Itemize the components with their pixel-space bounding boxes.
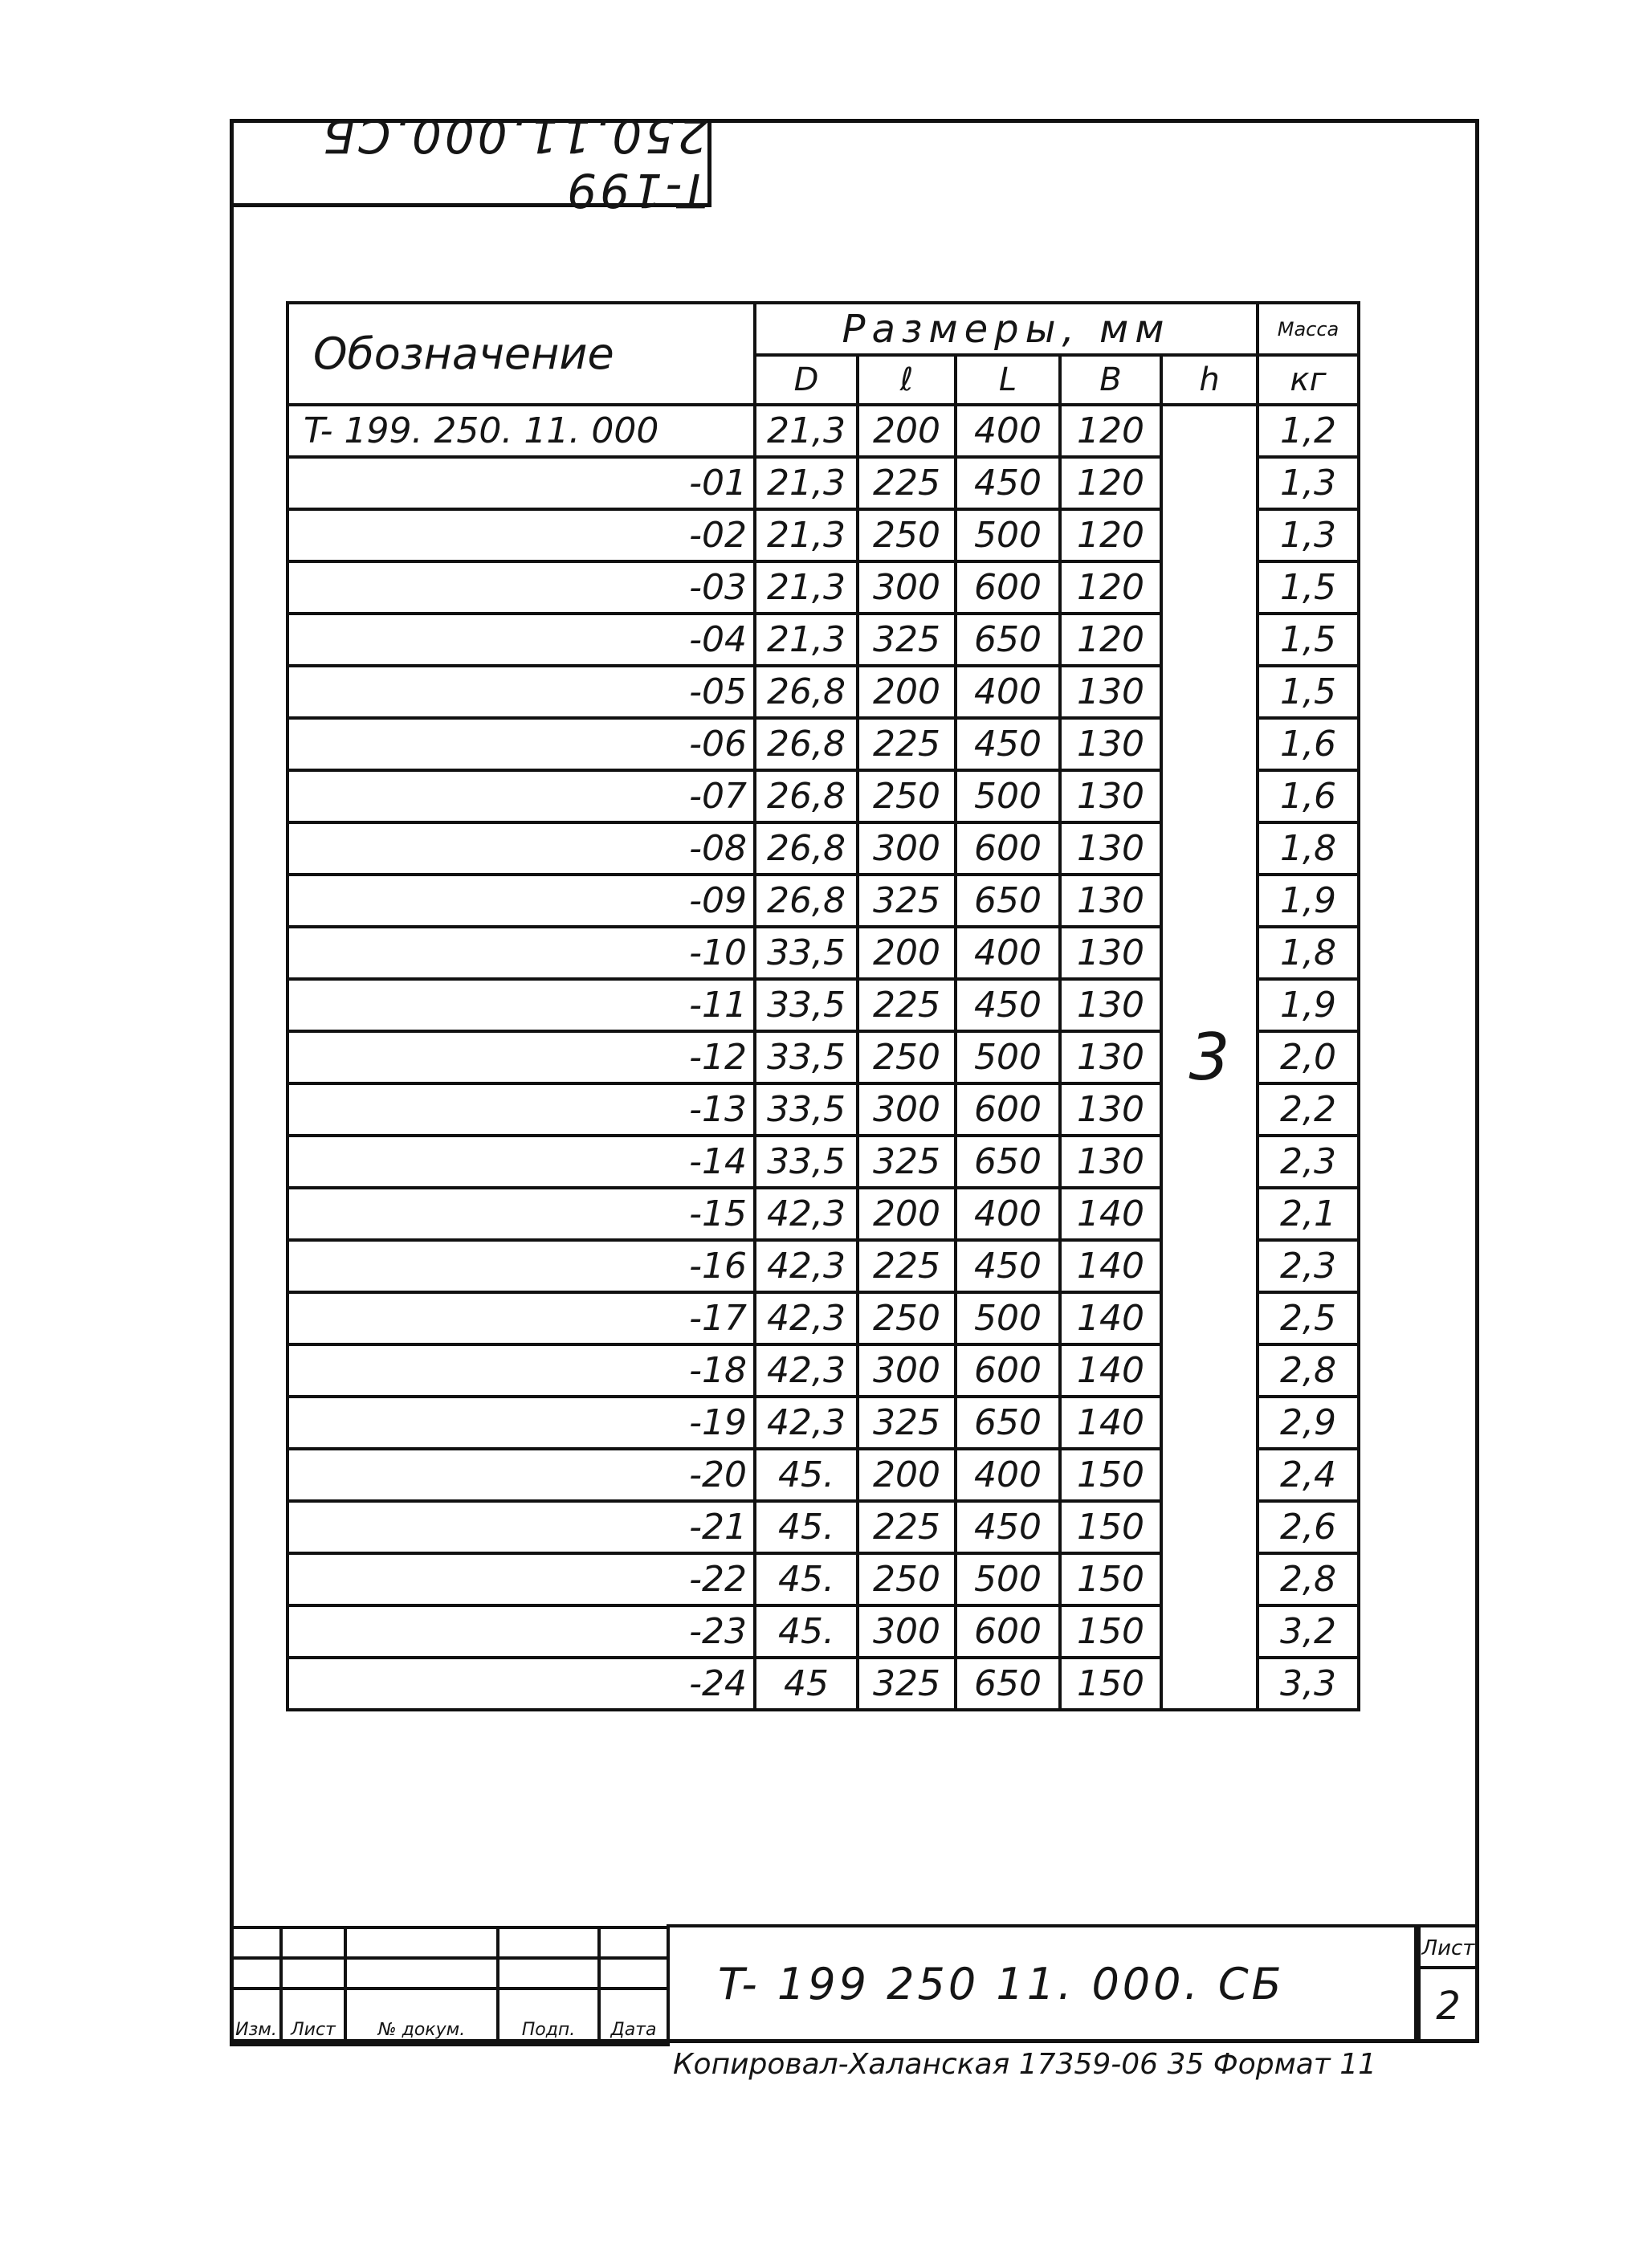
label-sheet: Лист: [281, 1989, 345, 2045]
row-l: 500: [956, 1292, 1060, 1344]
row-designation: -21: [287, 1501, 755, 1553]
row-l-small: 200: [858, 927, 956, 979]
row-designation: -18: [287, 1344, 755, 1397]
row-mass: 1,9: [1258, 875, 1359, 927]
row-b: 120: [1060, 509, 1161, 561]
row-mass: 2,5: [1258, 1292, 1359, 1344]
row-b: 130: [1060, 1136, 1161, 1188]
row-designation: -17: [287, 1292, 755, 1344]
row-b: 130: [1060, 1083, 1161, 1136]
row-b: 130: [1060, 875, 1161, 927]
row-d: 42,3: [755, 1240, 858, 1292]
header-dimensions: Размеры, мм: [755, 303, 1258, 355]
row-b: 150: [1060, 1501, 1161, 1553]
header-col-l-small: ℓ: [858, 355, 956, 405]
sheet-label: Лист: [1421, 1927, 1476, 1969]
revision-labels-row: [231, 1989, 668, 2045]
table-header-row: [287, 303, 1359, 355]
row-b: 120: [1060, 561, 1161, 614]
label-doc-number: № докум.: [345, 1989, 498, 2045]
row-b: 130: [1060, 979, 1161, 1031]
table-row: [287, 405, 1359, 457]
header-col-l: L: [956, 355, 1060, 405]
row-l-small: 300: [858, 1344, 956, 1397]
label-date: Дата: [599, 1989, 668, 2045]
row-l-small: 250: [858, 509, 956, 561]
row-mass: 1,3: [1258, 457, 1359, 509]
row-designation: -11: [287, 979, 755, 1031]
row-l: 400: [956, 666, 1060, 718]
row-b: 120: [1060, 457, 1161, 509]
row-l-small: 250: [858, 770, 956, 822]
row-l: 600: [956, 822, 1060, 875]
sheet-number: 2: [1436, 1984, 1461, 2029]
row-mass: 2,0: [1258, 1031, 1359, 1083]
row-d: 26,8: [755, 875, 858, 927]
row-b: 130: [1060, 666, 1161, 718]
header-designation: Обозначение: [287, 303, 755, 405]
row-l: 450: [956, 979, 1060, 1031]
row-d: 33,5: [755, 927, 858, 979]
row-mass: 1,8: [1258, 822, 1359, 875]
row-l: 600: [956, 1605, 1060, 1658]
revision-row: [231, 1958, 668, 1989]
row-mass: 1,5: [1258, 666, 1359, 718]
row-d: 42,3: [755, 1397, 858, 1449]
row-designation: -13: [287, 1083, 755, 1136]
row-b: 150: [1060, 1553, 1161, 1605]
row-l-small: 225: [858, 457, 956, 509]
row-d: 42,3: [755, 1344, 858, 1397]
row-b: 130: [1060, 927, 1161, 979]
row-designation: -03: [287, 561, 755, 614]
revision-grid: [230, 1926, 670, 2046]
revision-row: [231, 1927, 668, 1958]
row-mass: 1,5: [1258, 561, 1359, 614]
row-designation: -02: [287, 509, 755, 561]
row-l-small: 250: [858, 1031, 956, 1083]
row-mass: 2,4: [1258, 1449, 1359, 1501]
row-mass: 2,8: [1258, 1344, 1359, 1397]
label-signature: Подп.: [498, 1989, 599, 2045]
row-l: 450: [956, 718, 1060, 770]
row-d: 45.: [755, 1501, 858, 1553]
row-l: 650: [956, 1658, 1060, 1710]
row-b: 130: [1060, 822, 1161, 875]
row-h-merged: 3: [1161, 405, 1258, 1710]
row-mass: 2,9: [1258, 1397, 1359, 1449]
footer-copy-note: Копировал-Халанская 17359-06 35 Формат 11: [673, 2048, 1377, 2081]
row-l-small: 225: [858, 1240, 956, 1292]
row-b: 150: [1060, 1658, 1161, 1710]
row-l-small: 250: [858, 1292, 956, 1344]
header-col-h: h: [1161, 355, 1258, 405]
title-block: [230, 1926, 1479, 2043]
row-l-small: 250: [858, 1553, 956, 1605]
row-l-small: 225: [858, 1501, 956, 1553]
row-b: 140: [1060, 1397, 1161, 1449]
row-l-small: 200: [858, 1449, 956, 1501]
row-l: 650: [956, 875, 1060, 927]
row-b: 140: [1060, 1344, 1161, 1397]
row-mass: 1,5: [1258, 614, 1359, 666]
row-designation: -19: [287, 1397, 755, 1449]
row-designation: -09: [287, 875, 755, 927]
row-designation: -07: [287, 770, 755, 822]
row-mass: 3,3: [1258, 1658, 1359, 1710]
row-mass: 2,3: [1258, 1240, 1359, 1292]
sheet-box: [1417, 1924, 1479, 2043]
row-l: 500: [956, 770, 1060, 822]
row-d: 21,3: [755, 405, 858, 457]
row-b: 120: [1060, 405, 1161, 457]
row-l-small: 225: [858, 979, 956, 1031]
row-l: 400: [956, 927, 1060, 979]
row-d: 45.: [755, 1449, 858, 1501]
row-l: 600: [956, 1083, 1060, 1136]
row-d: 21,3: [755, 509, 858, 561]
row-mass: 1,2: [1258, 405, 1359, 457]
row-l-small: 200: [858, 1188, 956, 1240]
row-d: 26,8: [755, 822, 858, 875]
row-d: 26,8: [755, 666, 858, 718]
header-col-d: D: [755, 355, 858, 405]
row-b: 130: [1060, 770, 1161, 822]
row-d: 33,5: [755, 1136, 858, 1188]
document-code: T- 199 250 11. 000. СБ: [718, 1958, 1285, 2009]
row-b: 120: [1060, 614, 1161, 666]
row-b: 150: [1060, 1605, 1161, 1658]
row-designation: -16: [287, 1240, 755, 1292]
row-d: 45.: [755, 1605, 858, 1658]
row-designation: -01: [287, 457, 755, 509]
row-d: 42,3: [755, 1292, 858, 1344]
row-l: 500: [956, 1553, 1060, 1605]
row-l-small: 300: [858, 561, 956, 614]
row-l: 400: [956, 1449, 1060, 1501]
row-designation: -14: [287, 1136, 755, 1188]
row-mass: 3,2: [1258, 1605, 1359, 1658]
row-l: 400: [956, 405, 1060, 457]
row-d: 45: [755, 1658, 858, 1710]
header-col-b: B: [1060, 355, 1161, 405]
spec-table: [286, 301, 1360, 1711]
row-l: 450: [956, 457, 1060, 509]
row-b: 150: [1060, 1449, 1161, 1501]
row-d: 21,3: [755, 561, 858, 614]
row-mass: 1,8: [1258, 927, 1359, 979]
row-designation: -10: [287, 927, 755, 979]
row-l-small: 225: [858, 718, 956, 770]
header-mass-unit: кг: [1258, 355, 1359, 405]
row-mass: 2,6: [1258, 1501, 1359, 1553]
row-mass: 1,3: [1258, 509, 1359, 561]
row-d: 21,3: [755, 457, 858, 509]
row-l-small: 200: [858, 666, 956, 718]
row-b: 140: [1060, 1292, 1161, 1344]
row-b: 130: [1060, 1031, 1161, 1083]
row-designation: -06: [287, 718, 755, 770]
row-l: 600: [956, 1344, 1060, 1397]
row-b: 140: [1060, 1240, 1161, 1292]
corner-stamp-box: [230, 108, 711, 218]
row-designation: -04: [287, 614, 755, 666]
row-designation: -23: [287, 1605, 755, 1658]
row-mass: 1,6: [1258, 770, 1359, 822]
row-designation: T- 199. 250. 11. 000: [287, 405, 755, 457]
row-l-small: 325: [858, 875, 956, 927]
row-l: 650: [956, 1136, 1060, 1188]
row-l-small: 325: [858, 1658, 956, 1710]
row-d: 21,3: [755, 614, 858, 666]
row-d: 33,5: [755, 1031, 858, 1083]
row-designation: -22: [287, 1553, 755, 1605]
row-l-small: 300: [858, 822, 956, 875]
row-d: 42,3: [755, 1188, 858, 1240]
row-d: 26,8: [755, 770, 858, 822]
row-l-small: 300: [858, 1083, 956, 1136]
row-b: 140: [1060, 1188, 1161, 1240]
row-mass: 1,6: [1258, 718, 1359, 770]
row-designation: -05: [287, 666, 755, 718]
row-l: 450: [956, 1501, 1060, 1553]
row-d: 26,8: [755, 718, 858, 770]
row-mass: 2,8: [1258, 1553, 1359, 1605]
label-change: Изм.: [231, 1989, 281, 2045]
row-d: 45.: [755, 1553, 858, 1605]
row-l-small: 200: [858, 405, 956, 457]
row-l: 500: [956, 509, 1060, 561]
document-code-box: [667, 1924, 1417, 2043]
row-l: 450: [956, 1240, 1060, 1292]
row-d: 33,5: [755, 1083, 858, 1136]
row-l-small: 325: [858, 614, 956, 666]
row-mass: 2,1: [1258, 1188, 1359, 1240]
row-l: 650: [956, 1397, 1060, 1449]
row-mass: 1,9: [1258, 979, 1359, 1031]
row-designation: -08: [287, 822, 755, 875]
row-b: 130: [1060, 718, 1161, 770]
row-l-small: 325: [858, 1397, 956, 1449]
row-l: 600: [956, 561, 1060, 614]
header-mass: Масса: [1258, 303, 1359, 355]
row-l: 500: [956, 1031, 1060, 1083]
row-d: 33,5: [755, 979, 858, 1031]
row-designation: -12: [287, 1031, 755, 1083]
corner-stamp-text: T-199 250.11.000.СБ: [320, 108, 707, 218]
row-l-small: 300: [858, 1605, 956, 1658]
row-l-small: 325: [858, 1136, 956, 1188]
row-designation: -24: [287, 1658, 755, 1710]
row-l: 400: [956, 1188, 1060, 1240]
row-mass: 2,2: [1258, 1083, 1359, 1136]
row-l: 650: [956, 614, 1060, 666]
row-designation: -15: [287, 1188, 755, 1240]
row-designation: -20: [287, 1449, 755, 1501]
row-mass: 2,3: [1258, 1136, 1359, 1188]
